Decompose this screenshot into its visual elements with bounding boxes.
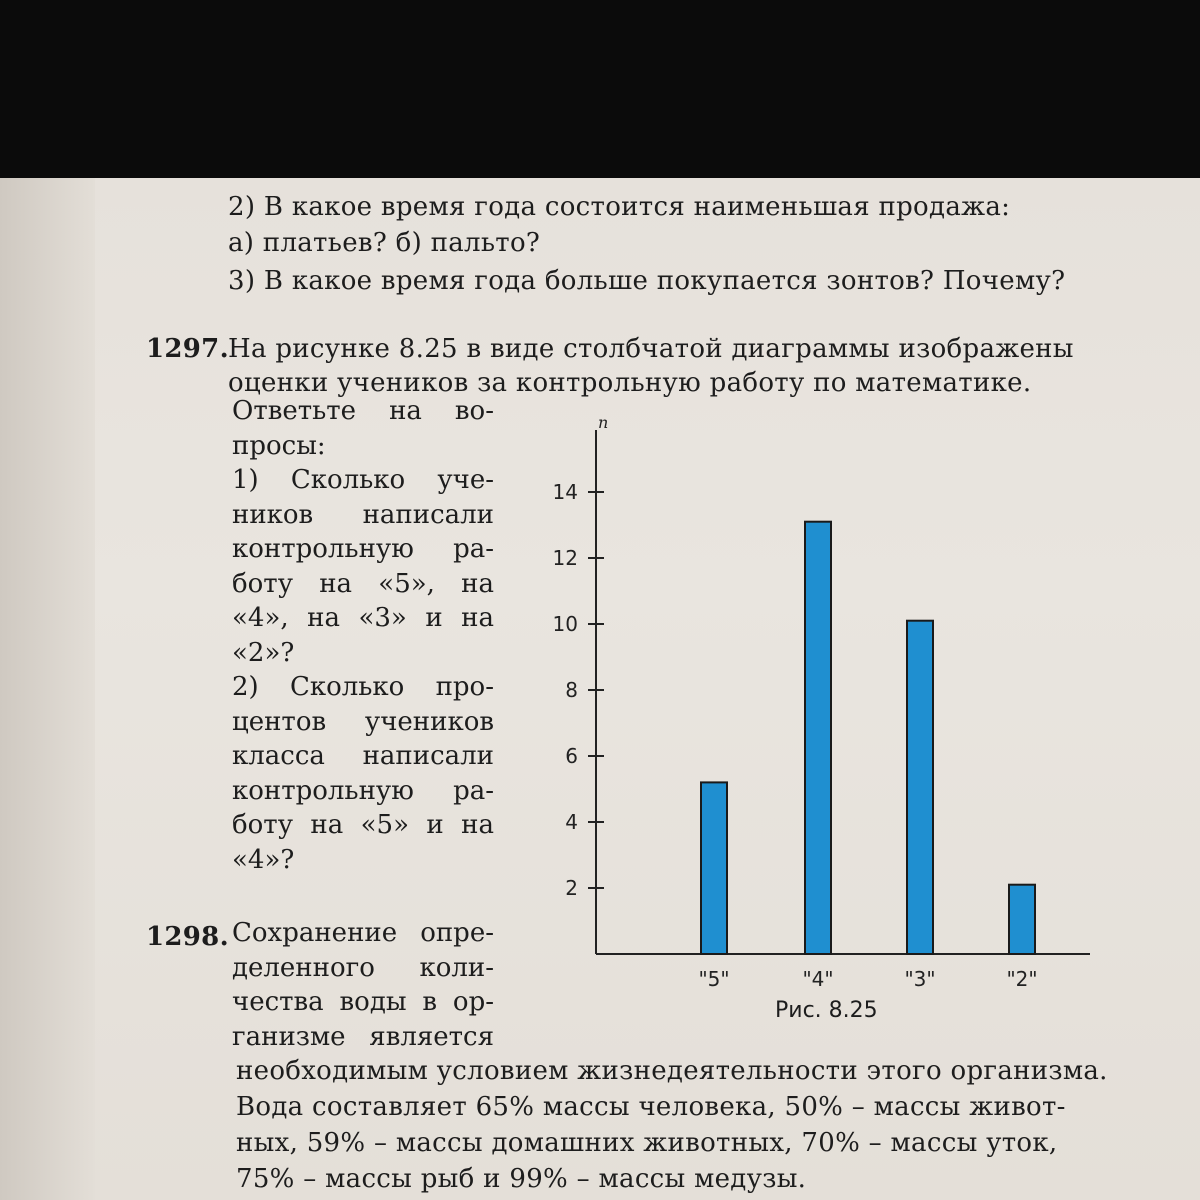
- bar: [1009, 885, 1035, 954]
- text-line: ных, 59% – массы домашних животных, 70% – массы уток,: [236, 1128, 1058, 1158]
- question-line: центов учеников: [232, 706, 494, 737]
- y-tick-label: 6: [565, 744, 578, 768]
- question-line: класса написали: [232, 741, 494, 771]
- task-1297-intro-line-1: На рисунке 8.25 в виде столбчатой диаграммы изображены: [228, 334, 1074, 364]
- x-category-label: "4": [802, 967, 834, 991]
- text-line: Вода составляет 65% массы человека, 50% – массы живот-: [236, 1092, 1066, 1122]
- question-line: «4»?: [232, 844, 295, 875]
- task-1298-number: 1298.: [146, 922, 229, 952]
- bar-chart: [520, 410, 1120, 1030]
- text-line: чества воды в ор-: [232, 987, 494, 1017]
- question-line: контрольную ра-: [232, 775, 494, 806]
- figure-caption: Рис. 8.25: [775, 998, 878, 1023]
- task-1297-intro-line-2: оценки учеников за контрольную работу по математике.: [228, 368, 1032, 398]
- y-tick-label: 12: [552, 546, 578, 570]
- y-tick-label: 14: [552, 480, 578, 504]
- question-line: 1) Сколько уче-: [232, 465, 494, 495]
- question-line: «2»?: [232, 637, 295, 668]
- question-line: боту на «5» и на: [232, 810, 494, 840]
- y-tick-label: 2: [565, 876, 578, 900]
- y-tick-label: 8: [565, 678, 578, 702]
- y-tick-label: 4: [565, 810, 578, 834]
- task-1297-number: 1297.: [146, 334, 229, 364]
- text-line: необходимым условием жизнедеятельности этого организма.: [236, 1056, 1108, 1086]
- text-line: 75% – массы рыб и 99% – массы медузы.: [236, 1164, 807, 1194]
- y-tick-label: 10: [552, 612, 578, 636]
- text-line: деленного коли-: [232, 952, 494, 983]
- question-line: просы:: [232, 430, 326, 461]
- y-axis-label: n: [598, 413, 609, 432]
- bar: [907, 621, 933, 954]
- prev-question-2-line-1: 2) В какое время года состоится наименьшая продажа:: [228, 192, 1011, 222]
- x-category-label: "5": [698, 967, 730, 991]
- x-category-label: "3": [904, 967, 936, 991]
- figure-8-25: [520, 410, 1120, 1030]
- question-line: «4», на «3» и на: [232, 603, 494, 633]
- bar: [701, 782, 727, 954]
- bar: [805, 522, 831, 954]
- question-line: боту на «5», на: [232, 568, 494, 599]
- prev-question-2-line-2: а) платьев? б) пальто?: [228, 228, 541, 258]
- task-1297-questions: [232, 394, 494, 877]
- question-line: контрольную ра-: [232, 534, 494, 564]
- text-line: Сохранение опре-: [232, 918, 494, 948]
- prev-question-3: 3) В какое время года больше покупается зонтов? Почему?: [228, 266, 1066, 296]
- question-line: Ответьте на во-: [232, 396, 494, 426]
- text-line: ганизме является: [232, 1021, 494, 1052]
- question-line: ников написали: [232, 499, 494, 530]
- question-line: 2) Сколько про-: [232, 672, 494, 702]
- task-1298-column-text: [232, 916, 494, 1054]
- x-category-label: "2": [1006, 967, 1038, 991]
